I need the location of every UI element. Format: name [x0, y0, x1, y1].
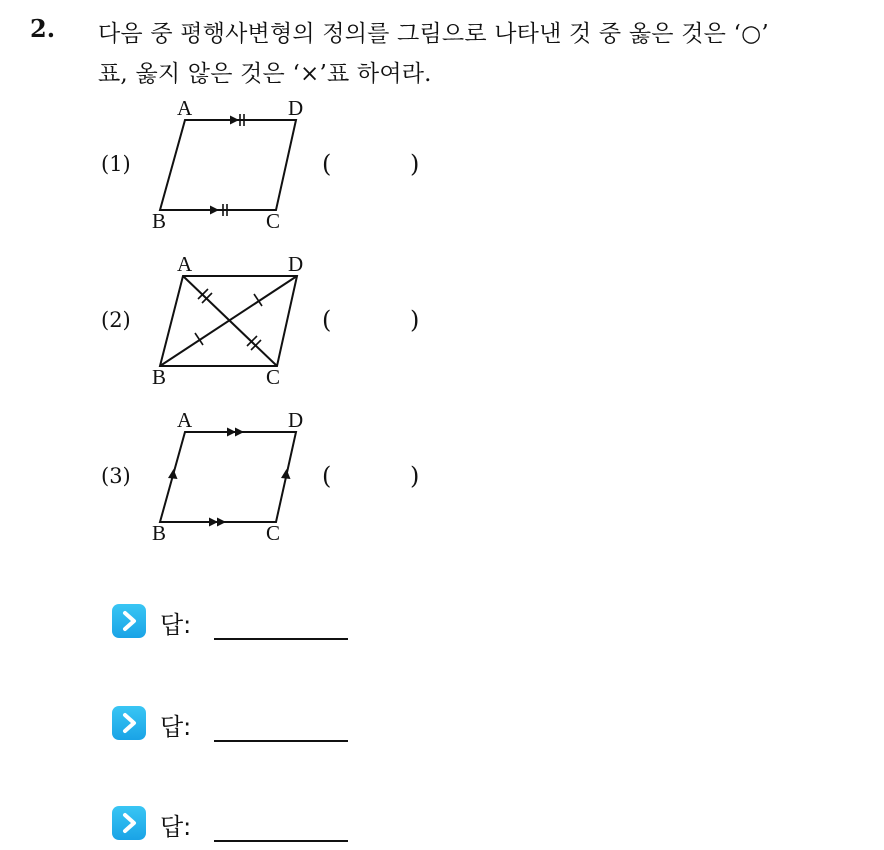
answer-paren-open: ( [322, 150, 332, 178]
answer-blank[interactable] [214, 840, 348, 842]
vertex-a: A [177, 96, 193, 120]
vertex-b: B [152, 365, 167, 389]
item-2 [0, 252, 884, 406]
vertex-c: C [266, 209, 281, 233]
parallelogram-figure-2 [140, 252, 320, 396]
parallelogram-figure-1 [140, 96, 320, 240]
chevron-right-icon [112, 604, 146, 638]
answer-label: 답: [160, 813, 192, 841]
answer-blank[interactable] [214, 740, 348, 742]
answer-label: 답: [160, 611, 192, 639]
vertex-d: D [288, 96, 304, 120]
item-label: (1) [101, 152, 131, 176]
vertex-d: D [288, 252, 304, 276]
answer-paren-close: ) [410, 462, 420, 490]
question-text-line1: 다음 중 평행사변형의 정의를 그림으로 나타낸 것 중 옳은 것은 ‘○’ [98, 21, 769, 47]
item-label: (3) [101, 464, 131, 488]
vertex-b: B [152, 209, 167, 233]
item-label: (2) [101, 308, 131, 332]
vertex-c: C [266, 521, 281, 545]
answer-paren-open: ( [322, 306, 332, 334]
answer-paren-open: ( [322, 462, 332, 490]
chevron-right-icon [112, 706, 146, 740]
parallelogram-figure-3 [140, 408, 320, 552]
answer-blank[interactable] [214, 638, 348, 640]
answer-paren-close: ) [410, 306, 420, 334]
answer-paren-close: ) [410, 150, 420, 178]
question-number: 2. [30, 14, 56, 43]
vertex-b: B [152, 521, 167, 545]
question-text-line2: 표, 옳지 않은 것은 ‘×’표 하여라. [98, 61, 432, 87]
chevron-right-icon [112, 806, 146, 840]
answer-label: 답: [160, 713, 192, 741]
vertex-c: C [266, 365, 281, 389]
vertex-d: D [288, 408, 304, 432]
vertex-a: A [177, 408, 193, 432]
vertex-a: A [177, 252, 193, 276]
item-3 [0, 408, 884, 562]
item-1 [0, 96, 884, 250]
